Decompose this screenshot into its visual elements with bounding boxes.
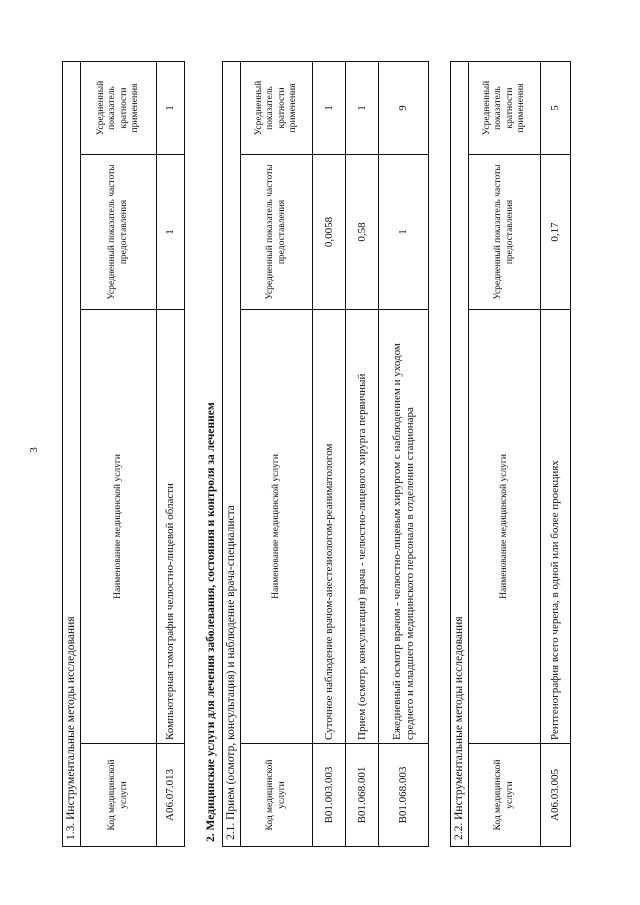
header-code: Код медицинской услуги	[241, 744, 313, 847]
multiplicity-value: 1	[157, 61, 185, 154]
header-code: Код медицинской услуги	[81, 744, 157, 847]
table-1-3	[62, 61, 185, 847]
table-row	[346, 61, 379, 846]
service-code: B01.003.003	[313, 744, 346, 847]
frequency-value: 0,58	[346, 155, 379, 310]
section-title-2-1: 2.1. Прием (осмотр, консультация) и наблюдение врача-специалиста	[223, 61, 241, 846]
service-code: A06.03.005	[541, 744, 571, 847]
table-row	[313, 61, 346, 846]
header-frequency: Усредненный показатель частоты предоставления	[81, 155, 157, 310]
header-name: Наименование медицинской услуги	[81, 310, 157, 744]
section-title-2-2: 2.2. Инструментальные методы исследования	[451, 61, 469, 846]
service-name: Прием (осмотр, консультация) врача - челюстно-лицевого хирурга первичный	[346, 310, 379, 744]
service-name: Ежедневный осмотр врачом - челюстно-лицевым хирургом с наблюдением и уходом среднего и младшего медицинского персонала в отделении стационара	[379, 310, 429, 744]
table-2-1	[222, 61, 429, 847]
multiplicity-value: 5	[541, 61, 571, 154]
table-2-2	[450, 61, 571, 847]
section-title-2: 2. Медицинские услуги для лечения заболевания, состояния и контроля за лечением	[205, 402, 217, 842]
frequency-value: 0,0058	[313, 155, 346, 310]
table-row	[541, 61, 571, 846]
service-code: A06.07.013	[157, 744, 185, 847]
header-name: Наименование медицинской услуги	[241, 310, 313, 744]
service-name: Рентгенография всего черепа, в одной или более проекциях	[541, 310, 571, 744]
service-name: Компьютерная томография челюстно-лицевой области	[157, 310, 185, 744]
header-name: Наименование медицинской услуги	[469, 310, 541, 744]
header-multiplicity: Усредненный показатель кратности применения	[81, 61, 157, 154]
header-multiplicity: Усредненный показатель кратности применения	[469, 61, 541, 154]
frequency-value: 1	[379, 155, 429, 310]
header-code: Код медицинской услуги	[469, 744, 541, 847]
multiplicity-value: 9	[379, 61, 429, 154]
multiplicity-value: 1	[313, 61, 346, 154]
service-name: Суточное наблюдение врачом-анестезиологом-реаниматологом	[313, 310, 346, 744]
multiplicity-value: 1	[346, 61, 379, 154]
header-frequency: Усредненный показатель частоты предоставления	[469, 155, 541, 310]
service-code: B01.068.003	[379, 744, 429, 847]
table-row	[379, 61, 429, 846]
section-title-1-3: 1.3. Инструментальные методы исследования	[63, 61, 81, 846]
table-row	[157, 61, 185, 846]
service-code: B01.068.001	[346, 744, 379, 847]
header-frequency: Усредненный показатель частоты предоставления	[241, 155, 313, 310]
frequency-value: 1	[157, 155, 185, 310]
header-multiplicity: Усредненный показатель кратности применения	[241, 61, 313, 154]
page-number: 3	[28, 447, 40, 453]
frequency-value: 0,17	[541, 155, 571, 310]
